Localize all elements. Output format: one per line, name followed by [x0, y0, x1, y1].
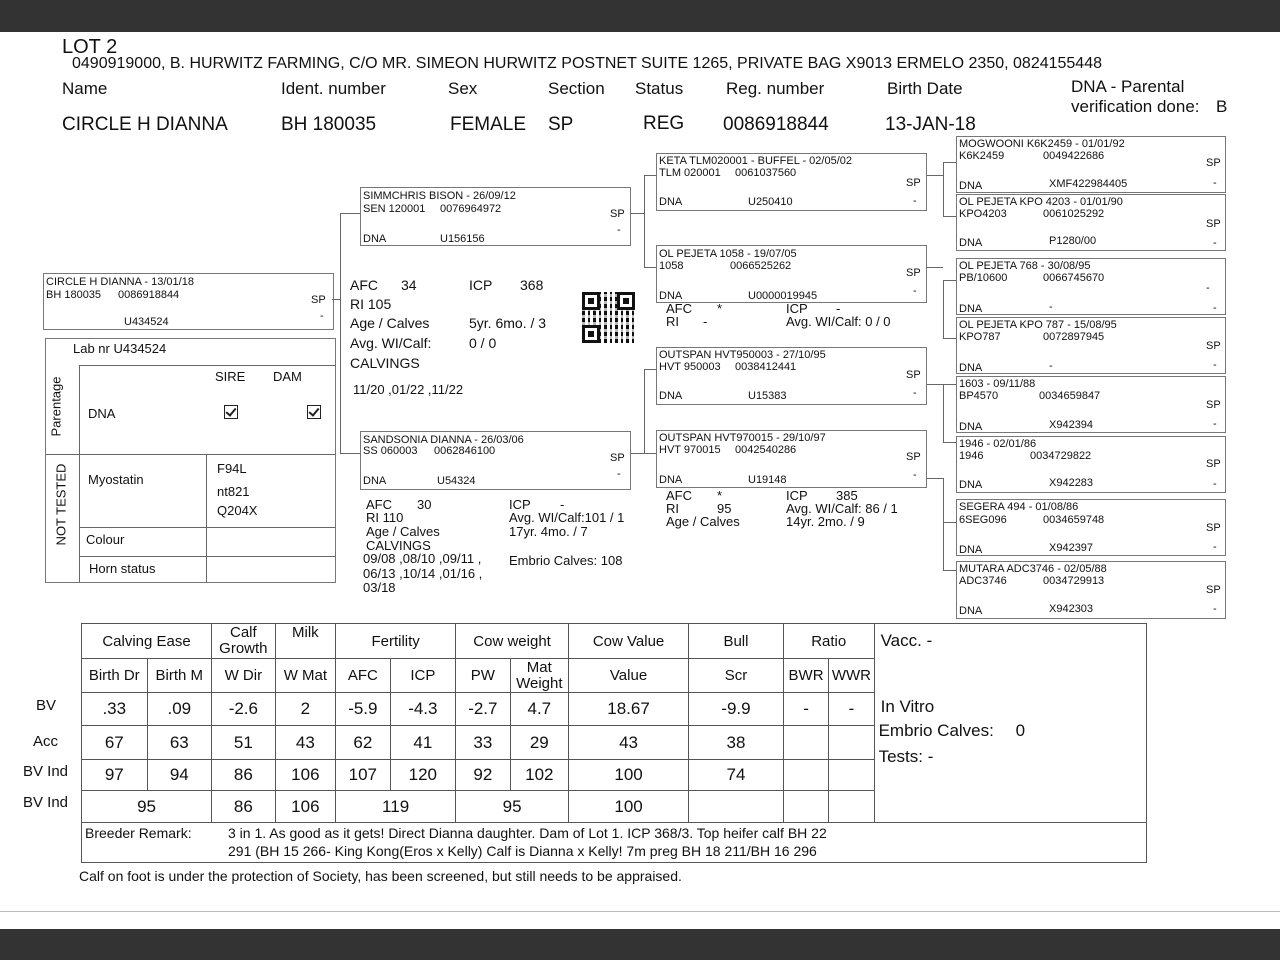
bv-cell: -2.7 — [456, 693, 510, 726]
dna-row-label: DNA — [88, 406, 116, 421]
sire-title: SIMMCHRIS BISON - 26/09/12 — [363, 190, 516, 202]
ped-dash: - — [1213, 359, 1217, 371]
sire-dash: - — [617, 224, 621, 236]
bv-cell: 2 — [275, 693, 336, 726]
sire-id: SEN 120001 — [363, 203, 426, 215]
col-mat-weight: Mat Weight — [510, 659, 568, 693]
ped-reg: 0066745670 — [1043, 272, 1105, 284]
ind-cell: 94 — [147, 760, 212, 791]
bottom-bar — [0, 929, 1280, 960]
sire-reg: 0076964972 — [440, 203, 502, 215]
owner-line: 0490919000, B. HURWITZ FARMING, C/O MR. SIMEON HURWITZ POSTNET SUITE 1265, PRIVATE BAG X9013 ERMELO 2350, 0824155448 — [72, 55, 1102, 72]
dam-dna-code: U54324 — [437, 475, 476, 487]
ped-dash: - — [913, 195, 917, 207]
ind2-cell-empty — [783, 791, 828, 823]
ped-title: 1946 - 02/01/86 — [959, 438, 1037, 450]
ped-dna: DNA — [659, 290, 683, 302]
label-status: Status — [635, 79, 684, 98]
ind2-cell: 119 — [336, 791, 456, 823]
col-scr: Scr — [689, 659, 784, 693]
dam-calving-dates-2: 06/13 ,10/14 ,01/16 , — [363, 566, 483, 581]
ped-sp: - — [1206, 282, 1210, 294]
acc-cell — [829, 726, 874, 760]
acc-cell: 43 — [569, 726, 689, 760]
ind-cell — [829, 760, 874, 791]
ind2-cell: 106 — [275, 791, 336, 823]
myostatin-q204x: Q204X — [217, 503, 258, 518]
breeding-values-table — [81, 623, 1147, 863]
acc-cell: 41 — [390, 726, 456, 760]
subject-dash: - — [320, 310, 324, 322]
ped-dash: - — [1213, 177, 1217, 189]
parentage-side-label: Parentage — [48, 376, 64, 437]
ind2-cell: 86 — [212, 791, 276, 823]
ped-reg: 0038412441 — [735, 361, 797, 373]
subject-dna-code: U434524 — [124, 316, 169, 328]
bv-cell: 18.67 — [569, 693, 689, 726]
ped-title: OL PEJETA 1058 - 19/07/05 — [659, 248, 797, 260]
ped-title: OUTSPAN HVT950003 - 27/10/95 — [659, 349, 826, 361]
sire-ri: RI 105 — [350, 296, 392, 312]
subject-id: BH 180035 — [46, 289, 102, 301]
dam-ri: RI 110 — [366, 510, 404, 525]
pedigree-box-keta — [656, 153, 927, 211]
dam-afc-label: AFC — [366, 497, 392, 512]
ind-cell: 92 — [456, 760, 510, 791]
lot-number: LOT 2 — [62, 36, 118, 58]
group-calving-ease: Calving Ease — [82, 624, 212, 659]
ped-id: ADC3746 — [959, 575, 1007, 587]
col-pw: PW — [456, 659, 510, 693]
group-milk: Milk — [275, 624, 336, 659]
dna-value: B — [1216, 97, 1228, 116]
group-bull: Bull — [689, 624, 784, 659]
acc-cell: 33 — [456, 726, 510, 760]
sire-calvings-label: CALVINGS — [350, 355, 420, 371]
ped-reg: 0034729822 — [1030, 450, 1092, 462]
qr-corner-icon — [582, 325, 600, 343]
g2a-ri: - — [703, 314, 708, 329]
ped-id: 1058 — [659, 260, 684, 272]
ped-sp: SP — [1206, 218, 1221, 230]
ind-cell: 106 — [275, 760, 336, 791]
ped-sp: SP — [1206, 522, 1221, 534]
ind-cell — [783, 760, 828, 791]
g2b-ri-label: RI — [666, 501, 679, 516]
dam-calvings-label: CALVINGS — [366, 538, 431, 553]
divider — [0, 911, 1280, 912]
ped-dna-code: P1280/00 — [1049, 235, 1097, 247]
ind-cell: 100 — [569, 760, 689, 791]
acc-cell: 51 — [212, 726, 276, 760]
ped-dash: - — [1213, 237, 1217, 249]
sire-dna: DNA — [363, 233, 387, 245]
ped-sp: SP — [1206, 340, 1221, 352]
acc-cell: 38 — [689, 726, 784, 760]
ped-title: OL PEJETA KPO 787 - 15/08/95 — [959, 319, 1117, 331]
ped-dash: - — [1213, 541, 1217, 553]
ped-id: HVT 950003 — [659, 361, 721, 373]
qr-corner-icon — [582, 292, 600, 310]
colour-label: Colour — [86, 532, 125, 547]
subject-reg: 0086918844 — [118, 289, 180, 301]
status-value: REG — [643, 113, 685, 134]
subject-title: CIRCLE H DIANNA - 13/01/18 — [46, 276, 194, 288]
dam-icp: - — [560, 497, 565, 512]
pedigree-box-1603 — [956, 376, 1226, 433]
acc-cell: 29 — [510, 726, 568, 760]
ident-number: BH 180035 — [281, 114, 377, 135]
col-value: Value — [569, 659, 689, 693]
dam-calving-dates-3: 03/18 — [363, 580, 396, 595]
label-reg: Reg. number — [726, 79, 825, 98]
ped-dash: - — [913, 285, 917, 297]
ped-dash: - — [1213, 418, 1217, 430]
ped-dash: - — [1213, 603, 1217, 615]
ped-dna-code: X942283 — [1049, 477, 1094, 489]
bv-cell: .09 — [147, 693, 212, 726]
ind-cell: 74 — [689, 760, 784, 791]
bv-cell: - — [783, 693, 828, 726]
animal-name: CIRCLE H DIANNA — [62, 114, 228, 135]
ped-id: PB/10600 — [959, 272, 1008, 284]
sire-box — [360, 187, 631, 246]
dam-title: SANDSONIA DIANNA - 26/03/06 — [363, 434, 524, 446]
dam-reg: 0062846100 — [434, 445, 496, 457]
ped-sp: SP — [1206, 458, 1221, 470]
sire-afc: 34 — [401, 277, 417, 293]
bv-cell: 4.7 — [510, 693, 568, 726]
ped-dna-code: X942303 — [1049, 603, 1094, 615]
ped-title: OUTSPAN HVT970015 - 29/10/97 — [659, 432, 826, 444]
acc-cell: 43 — [275, 726, 336, 760]
ped-sp: SP — [1206, 584, 1221, 596]
bv-cell: .33 — [82, 693, 148, 726]
ped-dna: DNA — [959, 605, 983, 617]
pedigree-box-ol-pejeta-1058 — [656, 245, 927, 303]
dam-id: SS 060003 — [363, 445, 418, 457]
col-icp: ICP — [390, 659, 456, 693]
g2a-afc-label: AFC — [666, 301, 692, 316]
row-label-bv-ind-2: BV Ind — [23, 794, 69, 811]
group-ratio: Ratio — [783, 624, 874, 659]
row-label-acc: Acc — [33, 733, 59, 750]
g2b-icp: 385 — [836, 488, 858, 503]
ped-dna-code: U15383 — [748, 390, 787, 402]
sire-afc-label: AFC — [350, 277, 378, 293]
lab-number: Lab nr U434524 — [73, 341, 167, 356]
ped-dna: DNA — [959, 421, 983, 433]
ped-sp: SP — [1206, 157, 1221, 169]
ped-title: SEGERA 494 - 01/08/86 — [959, 501, 1079, 513]
ped-dna: DNA — [959, 544, 983, 556]
dam-col: DAM — [273, 369, 302, 384]
col-birth-m: Birth M — [147, 659, 212, 693]
ped-sp: SP — [906, 267, 921, 279]
breeder-remark-row — [82, 823, 1147, 863]
side-panel — [874, 624, 1146, 823]
ped-title: 1603 - 09/11/88 — [959, 378, 1036, 390]
group-cow-weight: Cow weight — [456, 624, 569, 659]
top-bar — [0, 0, 1280, 32]
subject-box — [43, 273, 334, 330]
sire-dna-code: U156156 — [440, 233, 485, 245]
ped-sp: SP — [1206, 399, 1221, 411]
acc-cell — [783, 726, 828, 760]
sire-age-label: Age / Calves — [350, 315, 430, 331]
pedigree-box-outspan-970015 — [656, 430, 927, 488]
ind2-cell: 95 — [82, 791, 212, 823]
ped-reg: 0061037560 — [735, 167, 797, 179]
pedigree-box-ol-pejeta-768 — [956, 258, 1226, 315]
col-bwr: BWR — [783, 659, 828, 693]
ped-reg: 0042540286 — [735, 444, 797, 456]
g2a-icp-label: ICP — [786, 301, 808, 316]
dam-embrio-calves: Embrio Calves: 108 — [509, 553, 623, 568]
breeder-remark-2: 291 (BH 15 266- King Kong(Eros x Kelly) Calf is Dianna x Kelly! 7m preg BH 18 211/BH 16 296 — [228, 843, 817, 859]
sire-icp-label: ICP — [469, 277, 493, 293]
ped-reg: 0034659748 — [1043, 514, 1105, 526]
acc-cell: 62 — [336, 726, 390, 760]
row-label-bv-ind: BV Ind — [23, 763, 69, 780]
ped-dash: - — [1213, 478, 1217, 490]
pedigree-box-outspan-950003 — [656, 347, 927, 405]
bv-cell: - — [829, 693, 874, 726]
ind-cell: 120 — [390, 760, 456, 791]
g2a-wl: Avg. WI/Calf: 0 / 0 — [786, 314, 891, 329]
dam-dna: DNA — [363, 475, 387, 487]
dam-afc: 30 — [417, 497, 432, 512]
ped-dash: - — [913, 387, 917, 399]
sire-age: 5yr. 6mo. / 3 — [469, 315, 547, 331]
section-value: SP — [548, 114, 574, 135]
sire-wl: 0 / 0 — [469, 335, 497, 351]
subject-sp: SP — [311, 294, 326, 306]
tests: Tests: - — [878, 747, 934, 766]
ped-dna: DNA — [959, 303, 983, 315]
sire-dna-check-icon — [224, 405, 238, 419]
dam-calving-dates-1: 09/08 ,08/10 ,09/11 , — [363, 551, 482, 566]
label-dna-1: DNA - Parental — [1071, 77, 1185, 96]
ped-title: KETA TLM020001 - BUFFEL - 02/05/02 — [659, 155, 853, 167]
ped-dash: - — [1213, 302, 1217, 314]
ped-dna: DNA — [959, 180, 983, 192]
col-afc: AFC — [336, 659, 390, 693]
ped-dna-code: X942394 — [1049, 419, 1094, 431]
myostatin-nt821: nt821 — [217, 484, 250, 499]
pedigree-box-segera — [956, 499, 1226, 556]
ped-reg: 0061025292 — [1043, 208, 1105, 220]
group-cow-value: Cow Value — [569, 624, 689, 659]
dam-icp-label: ICP — [509, 497, 531, 512]
bv-cell: -5.9 — [336, 693, 390, 726]
sire-calving-dates: 11/20 ,01/22 ,11/22 — [353, 382, 464, 397]
sire-wl-label: Avg. WI/Calf: — [350, 335, 432, 351]
dam-wl: Avg. WI/Calf:101 / 1 — [509, 510, 625, 525]
ped-id: K6K2459 — [959, 150, 1005, 162]
row-label-bv: BV — [36, 697, 57, 714]
label-dna-2: verification done: — [1071, 97, 1200, 116]
ind2-cell-empty — [689, 791, 784, 823]
ped-dna: DNA — [959, 479, 983, 491]
ind2-cell-empty — [829, 791, 874, 823]
ind2-cell: 100 — [569, 791, 689, 823]
embrio-calves-value: 0 — [1015, 721, 1026, 740]
sire-sp: SP — [610, 208, 625, 220]
footer-note: Calf on foot is under the protection of Society, has been screened, but still needs to be appraised. — [79, 868, 682, 884]
ped-dna: DNA — [959, 362, 983, 374]
ind2-cell: 95 — [456, 791, 569, 823]
sex-value: FEMALE — [450, 114, 527, 135]
pedigree-box-kpo-787 — [956, 317, 1226, 374]
g2a-afc: * — [717, 301, 723, 316]
ped-sp: SP — [906, 177, 921, 189]
g2b-ri: 95 — [717, 501, 732, 516]
not-tested-side-label: NOT TESTED — [53, 463, 69, 546]
ped-dna: DNA — [659, 390, 683, 402]
acc-cell: 63 — [147, 726, 212, 760]
horn-label: Horn status — [89, 561, 156, 576]
ped-id: 6SEG096 — [959, 514, 1007, 526]
in-vitro: In Vitro — [880, 697, 935, 716]
vacc: Vacc. - — [880, 631, 933, 650]
group-calf-growth: Calf Growth — [212, 624, 276, 659]
reg-value: 0086918844 — [723, 114, 829, 135]
ped-dna-code: X942397 — [1049, 542, 1094, 554]
myostatin-label: Myostatin — [88, 472, 144, 487]
g2b-wl: Avg. WI/Calf: 86 / 1 — [786, 501, 898, 516]
breeder-remark-1: 3 in 1. As good as it gets! Direct Dianna daughter. Dam of Lot 1. ICP 368/3. Top heifer calf BH 22 — [228, 825, 827, 841]
dam-dash: - — [617, 468, 621, 480]
g2a-ri-label: RI — [666, 314, 679, 329]
qr-corner-icon — [617, 292, 635, 310]
col-wwr: WWR — [829, 659, 874, 693]
label-birth: Birth Date — [887, 79, 963, 98]
ped-dna-code: U250410 — [748, 196, 793, 208]
embrio-calves-label: Embrio Calves: — [878, 721, 994, 740]
dam-age: 17yr. 4mo. / 7 — [509, 524, 588, 539]
label-section: Section — [548, 79, 605, 98]
ind-cell: 97 — [82, 760, 148, 791]
ped-title: MUTARA ADC3746 - 02/05/88 — [959, 563, 1107, 575]
ped-dna-code: U19148 — [748, 474, 787, 486]
label-ident: Ident. number — [281, 79, 386, 98]
birth-value: 13-JAN-18 — [885, 114, 976, 135]
g2a-icp: - — [836, 301, 841, 316]
col-w-dir: W Dir — [212, 659, 276, 693]
parentage-box — [45, 338, 336, 583]
ind-cell: 102 — [510, 760, 568, 791]
dam-sp: SP — [610, 452, 625, 464]
myostatin-f94l: F94L — [217, 461, 247, 476]
label-sex: Sex — [448, 79, 478, 98]
ped-dna: DNA — [659, 474, 683, 486]
label-name: Name — [62, 79, 108, 98]
ped-reg: 0072897945 — [1043, 331, 1105, 343]
col-birth-dr: Birth Dr — [82, 659, 148, 693]
ped-id: KPO4203 — [959, 208, 1007, 220]
ped-title: OL PEJETA KPO 4203 - 01/01/90 — [959, 196, 1123, 208]
g2b-age-label: Age / Calves — [666, 514, 740, 529]
ped-title: OL PEJETA 768 - 30/08/95 — [959, 260, 1091, 272]
ped-reg: 0034659847 — [1039, 390, 1101, 402]
group-fertility: Fertility — [336, 624, 456, 659]
bv-cell: -2.6 — [212, 693, 276, 726]
dam-box — [360, 431, 631, 490]
ped-id: BP4570 — [959, 390, 999, 402]
g2b-afc-label: AFC — [666, 488, 692, 503]
bv-cell: -4.3 — [390, 693, 456, 726]
ped-id: TLM 020001 — [659, 167, 721, 179]
ind-cell: 107 — [336, 760, 390, 791]
sire-col: SIRE — [215, 369, 246, 384]
pedigree-box-mutara — [956, 561, 1226, 619]
ped-reg: 0049422686 — [1043, 150, 1105, 162]
pedigree-box-1946 — [956, 436, 1226, 493]
g2b-icp-label: ICP — [786, 488, 808, 503]
dam-age-label: Age / Calves — [366, 524, 440, 539]
sire-icp: 368 — [520, 277, 544, 293]
ped-reg: 0066525262 — [730, 260, 792, 272]
bv-cell: -9.9 — [689, 693, 784, 726]
ped-id: KPO787 — [959, 331, 1001, 343]
ped-sp: SP — [906, 369, 921, 381]
ped-dna-code: XMF422984405 — [1049, 178, 1128, 190]
pedigree-box-kpo-4203 — [956, 194, 1226, 251]
ped-sp: SP — [906, 451, 921, 463]
pedigree-box-mogwooni — [956, 136, 1226, 193]
breeder-remark-label: Breeder Remark: — [85, 825, 192, 841]
ped-reg: 0034729913 — [1043, 575, 1105, 587]
g2b-age: 14yr. 2mo. / 9 — [786, 514, 865, 529]
ped-dna: DNA — [659, 196, 683, 208]
ped-dna-code: - — [1049, 301, 1053, 313]
ped-dna: DNA — [959, 237, 983, 249]
ped-id: HVT 970015 — [659, 444, 721, 456]
g2b-afc: * — [717, 488, 723, 503]
col-w-mat: W Mat — [275, 659, 336, 693]
ped-dash: - — [913, 469, 917, 481]
ped-dna-code: - — [1049, 360, 1053, 372]
acc-cell: 67 — [82, 726, 148, 760]
ped-id: 1946 — [959, 450, 984, 462]
ind-cell: 86 — [212, 760, 276, 791]
ped-title: MOGWOONI K6K2459 - 01/01/92 — [959, 138, 1125, 150]
ped-dna-code: U0000019945 — [748, 290, 818, 302]
dam-dna-check-icon — [307, 405, 321, 419]
